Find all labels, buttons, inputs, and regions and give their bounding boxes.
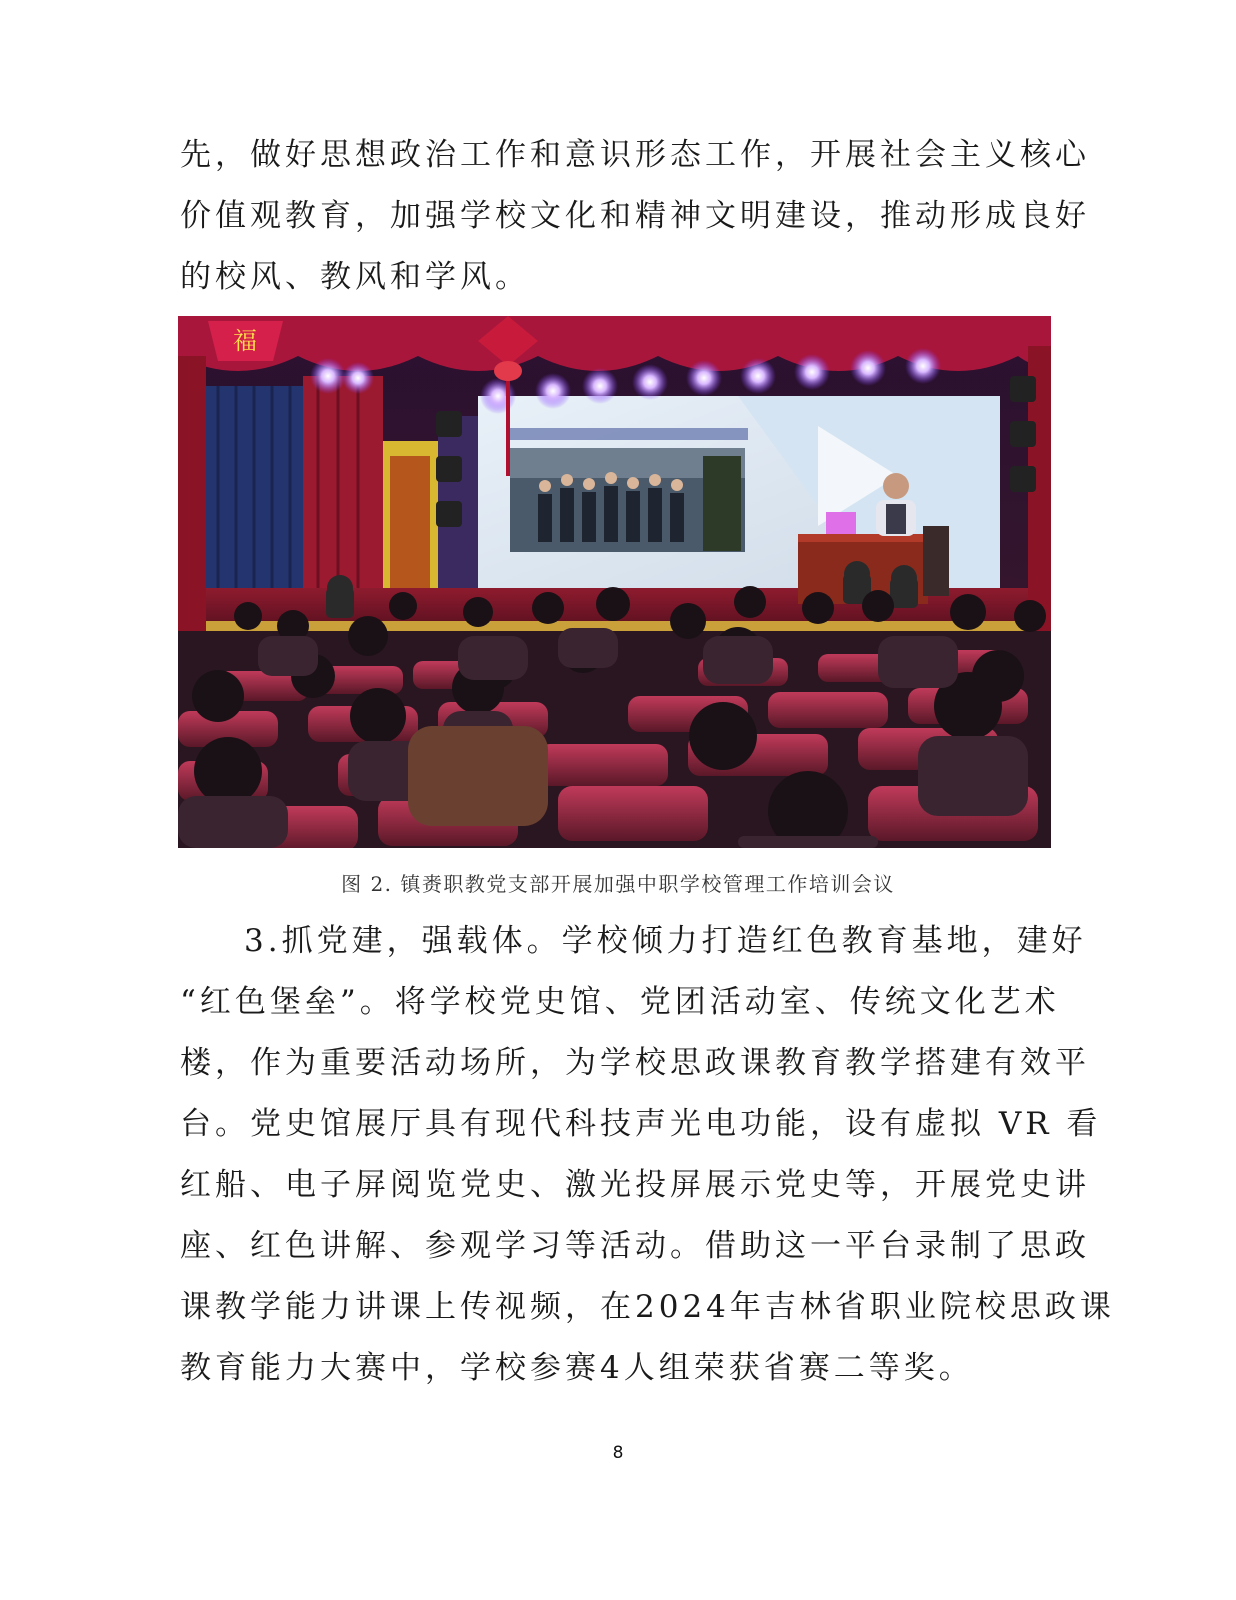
figure-caption: 图 2. 镇赉职教党支部开展加强中职学校管理工作培训会议 <box>341 872 895 896</box>
fu-decoration-text: 福 <box>233 327 257 355</box>
meeting-photo <box>178 316 1051 848</box>
text-line: 价值观教育，加强学校文化和精神文明建设，推动形成良好 <box>180 198 1090 234</box>
text-line: 先，做好思想政治工作和意识形态工作，开展社会主义核心 <box>180 137 1090 173</box>
paragraph-main <box>180 911 1115 1399</box>
text-line: 座、红色讲解、参观学习等活动。借助这一平台录制了思政 <box>180 1228 1090 1264</box>
text-line: 课教学能力讲课上传视频，在2024年吉林省职业院校思政课 <box>180 1289 1115 1325</box>
text-line: 台。党史馆展厅具有现代科技声光电功能，设有虚拟 VR 看 <box>180 1106 1102 1142</box>
page-number: 8 <box>612 1443 624 1463</box>
text-line: 红船、电子屏阅览党史、激光投屏展示党史等，开展党史讲 <box>180 1167 1090 1203</box>
text-line: 楼，作为重要活动场所，为学校思政课教育教学搭建有效平 <box>180 1045 1090 1081</box>
text-line: 3.抓党建，强载体。学校倾力打造红色教育基地，建好 <box>244 923 1087 959</box>
text-line: “红色堡垒”。将学校党史馆、党团活动室、传统文化艺术 <box>180 984 1060 1020</box>
text-line: 的校风、教风和学风。 <box>180 259 530 295</box>
text-line: 教育能力大赛中，学校参赛4人组荣获省赛二等奖。 <box>180 1350 974 1386</box>
paragraph-top <box>180 125 1090 308</box>
